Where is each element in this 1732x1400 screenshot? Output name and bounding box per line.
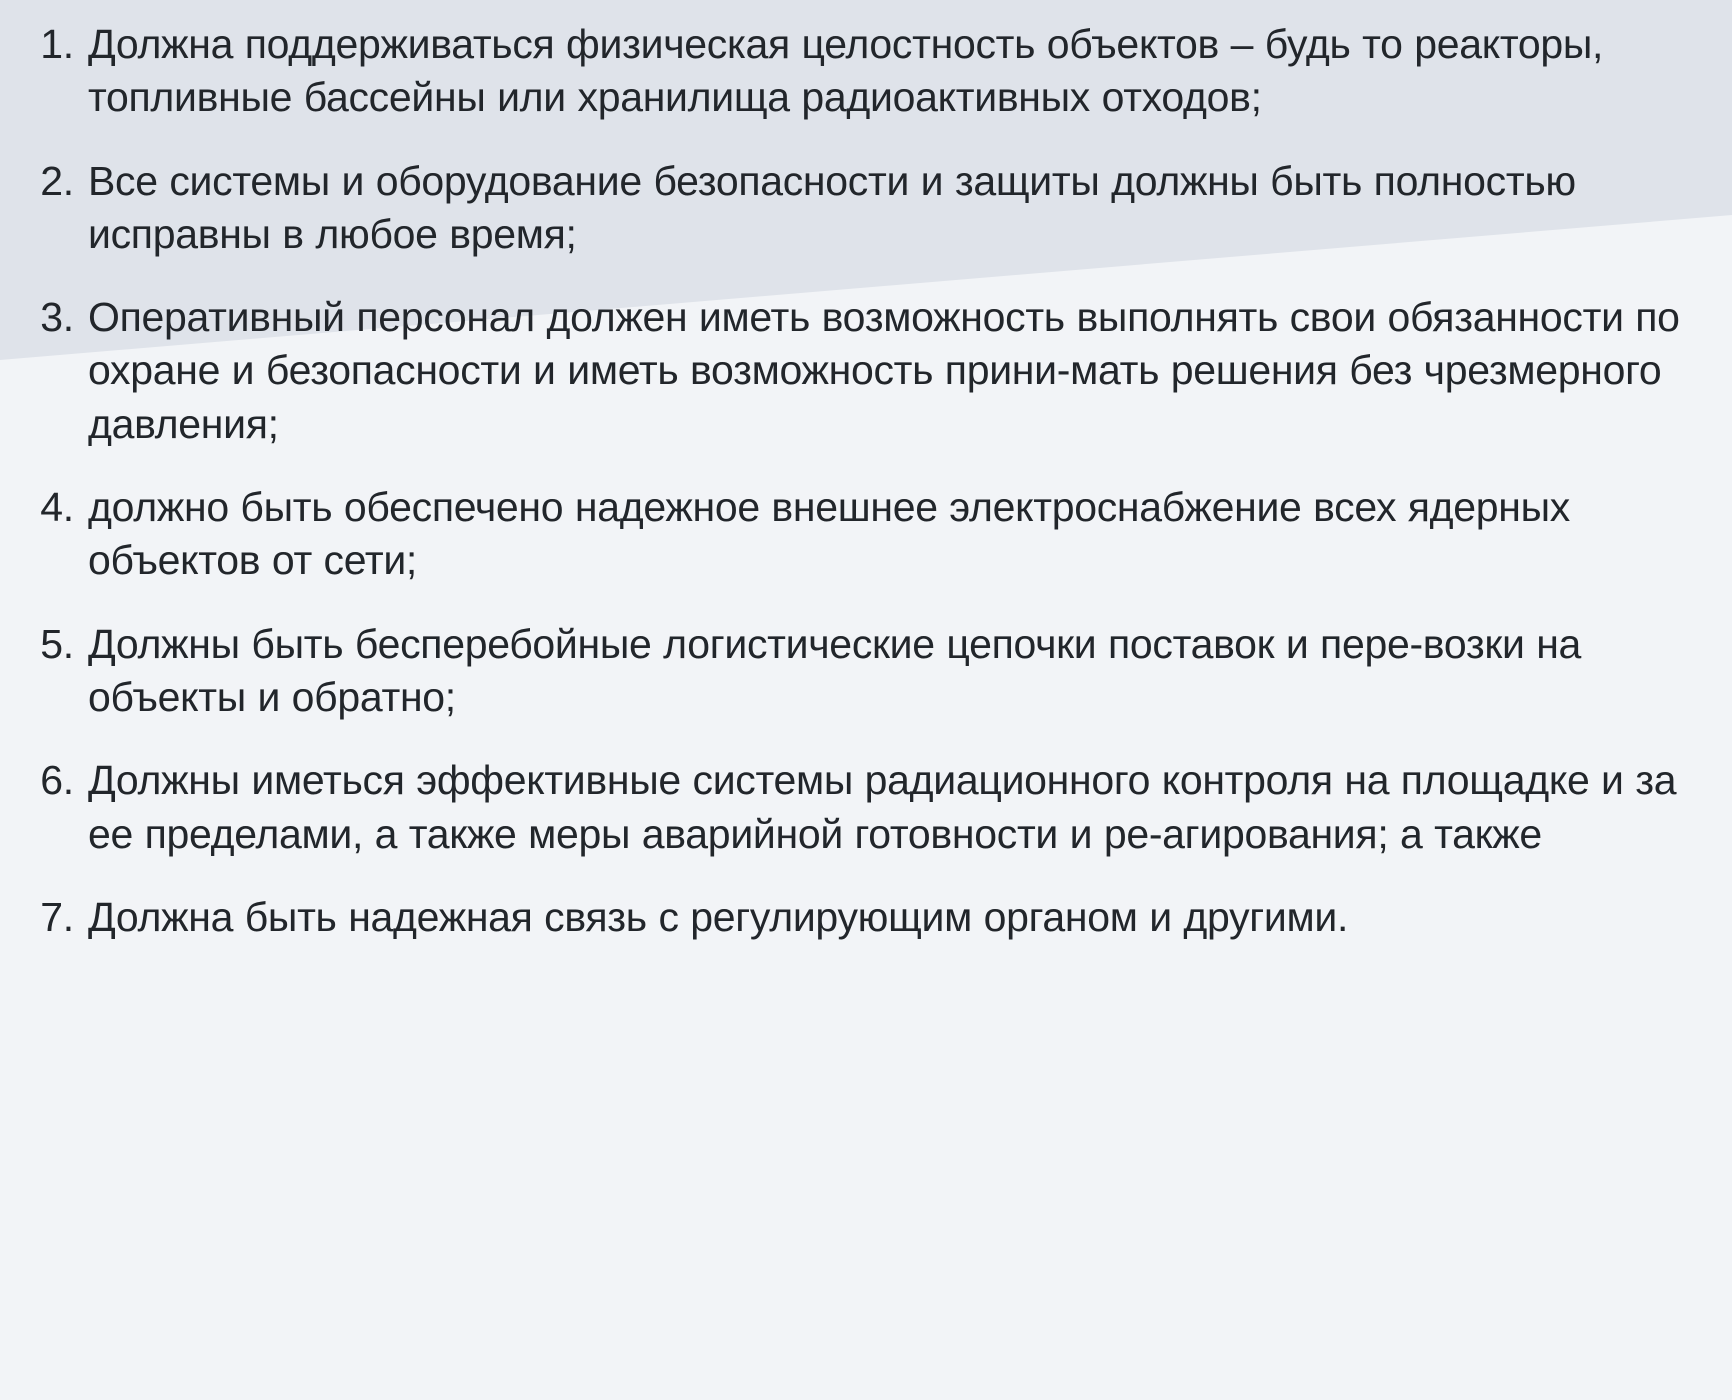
- list-item-number: 1.: [40, 21, 74, 67]
- list-item: [18, 481, 1682, 588]
- list-item: [18, 18, 1682, 125]
- list-item-text: Должна быть надежная связь с регулирующим органом и другими.: [88, 893, 1349, 940]
- list-item-number: 5.: [40, 620, 74, 667]
- list-item-text: должно быть обеспечено надежное внешнее электроснабжение всех ядерных объектов от сети;: [88, 484, 1571, 584]
- list-item-number: 4.: [40, 484, 74, 531]
- list-item-text: Все системы и оборудование безопасности и защиты должны быть полностью исправны в любое время;: [88, 157, 1576, 257]
- list-item-text: Должна поддерживаться физическая целостность объектов – будь то реакторы, топливные бассейны или хранилища радиоактивных отходов;: [88, 21, 1604, 121]
- requirements-list: [18, 18, 1682, 944]
- list-item-text: Должны иметься эффективные системы радиационного контроля на площадке и за ее пределами, а также меры аварийной готовности и ре-агирования; а также: [88, 757, 1677, 857]
- list-item-number: 6.: [40, 757, 74, 804]
- list-item-number: 7.: [40, 893, 74, 940]
- list-item: [18, 155, 1682, 262]
- list-item-number: 2.: [40, 157, 74, 204]
- list-item-text: Должны быть бесперебойные логистические цепочки поставок и пере-возки на объекты и обратно;: [88, 620, 1582, 720]
- list-item: [18, 618, 1682, 725]
- list-item: [18, 891, 1682, 944]
- list-item: [18, 754, 1682, 861]
- list-item-text: Оперативный персонал должен иметь возможность выполнять свои обязанности по охране и безопасности и иметь возможность прини-мать решения без чрезмерного давления;: [88, 294, 1680, 447]
- list-item-number: 3.: [40, 294, 74, 341]
- list-item: [18, 291, 1682, 451]
